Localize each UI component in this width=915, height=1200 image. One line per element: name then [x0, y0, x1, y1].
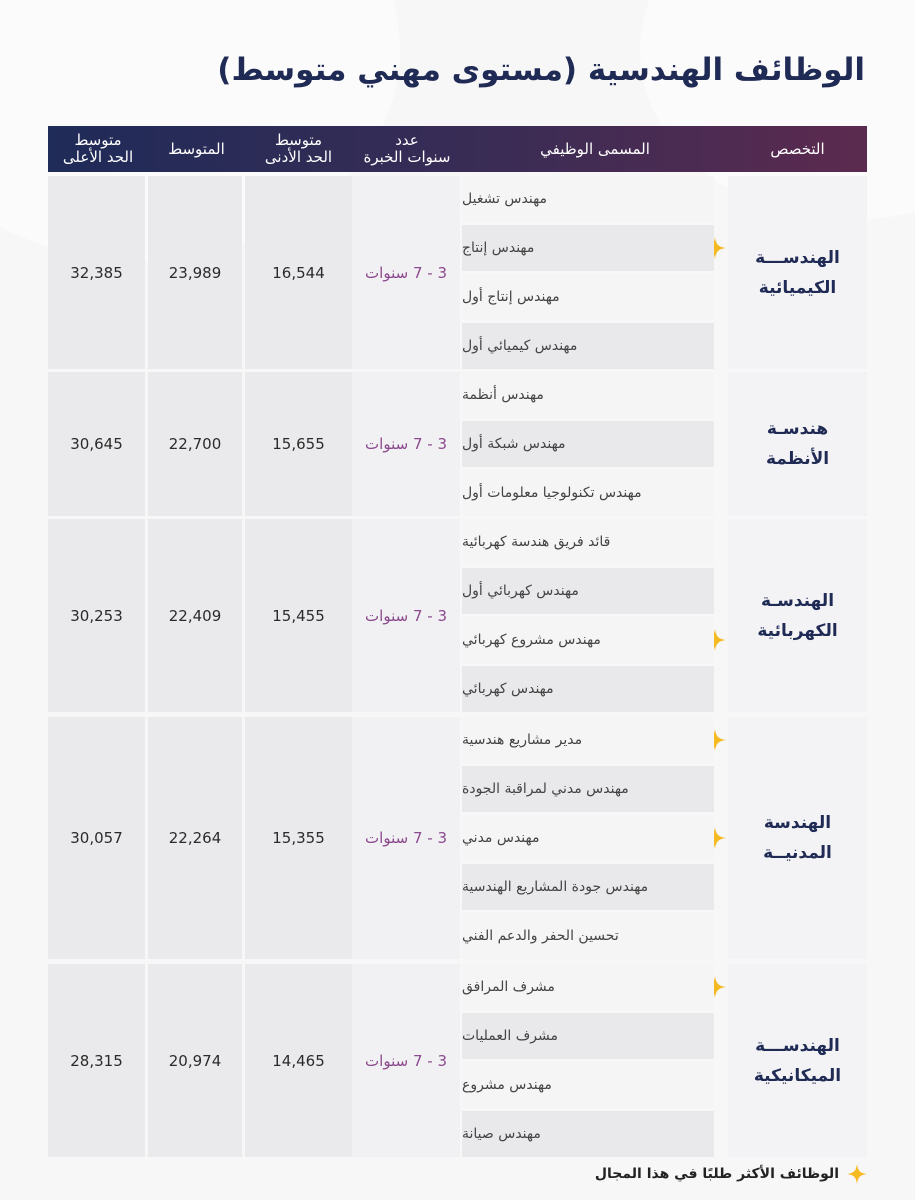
job-title: مهندس جودة المشاريع الهندسية [462, 879, 649, 895]
job-title: مهندس مشروع كهربائي [462, 632, 601, 648]
experience-cell: 3 - 7 سنوات [352, 372, 460, 516]
job-title: مهندس كيميائي أول [462, 338, 578, 354]
job-row [462, 864, 714, 910]
header-specialty: التخصص [770, 139, 825, 158]
job-row [462, 1111, 714, 1157]
min-average-cell: 16,544 [245, 176, 352, 369]
job-row [462, 470, 714, 516]
average-cell: 22,409 [148, 519, 242, 712]
table-group [48, 372, 867, 516]
job-row [462, 274, 714, 320]
job-row [462, 964, 714, 1010]
job-row [462, 225, 714, 271]
job-title: مهندس كهربائي [462, 681, 554, 697]
max-average-cell: 28,315 [48, 964, 145, 1157]
job-title: مهندس إنتاج أول [462, 289, 560, 305]
table-header [48, 126, 867, 172]
header-job-title: المسمى الوظيفي [540, 139, 650, 158]
job-title: مهندس مدني لمراقبة الجودة [462, 781, 629, 797]
max-average-cell: 32,385 [48, 176, 145, 369]
header-experience: عدد سنوات الخبرة [363, 131, 451, 166]
job-title: مشرف المرافق [462, 979, 555, 995]
job-row [462, 717, 714, 763]
experience-cell: 3 - 7 سنوات [352, 519, 460, 712]
job-title: مهندس مدني [462, 830, 540, 846]
job-list [462, 717, 714, 959]
min-average-cell: 14,465 [245, 964, 352, 1157]
job-title: مهندس أنظمة [462, 387, 544, 403]
job-title: مهندس تشغيل [462, 191, 548, 207]
job-row [462, 568, 714, 614]
specialty-cell: الهندسـة الكهربائية [728, 519, 867, 712]
job-title: قائد فريق هندسة كهربائية [462, 534, 611, 550]
job-row [462, 766, 714, 812]
job-title: مهندس صيانة [462, 1126, 541, 1142]
average-cell: 20,974 [148, 964, 242, 1157]
min-average-cell: 15,655 [245, 372, 352, 516]
job-list [462, 519, 714, 712]
job-row [462, 913, 714, 959]
job-row [462, 372, 714, 418]
job-title: مدير مشاريع هندسية [462, 732, 583, 748]
job-list [462, 176, 714, 369]
table-group [48, 717, 867, 959]
job-title: مهندس شبكة أول [462, 436, 566, 452]
job-row [462, 617, 714, 663]
job-title: مهندس مشروع [462, 1077, 552, 1093]
average-cell: 22,264 [148, 717, 242, 959]
legend-text: الوظائف الأكثر طلبًا في هذا المجال [594, 1166, 839, 1182]
job-title: مهندس إنتاج [462, 240, 535, 256]
specialty-cell: الهندســـة الكيميائية [728, 176, 867, 369]
legend [595, 1164, 867, 1184]
job-list [462, 964, 714, 1157]
job-list [462, 372, 714, 516]
job-row [462, 519, 714, 565]
job-title: تحسين الحفر والدعم الفني [462, 928, 619, 944]
specialty-cell: الهندسة المدنيــة [728, 717, 867, 959]
max-average-cell: 30,253 [48, 519, 145, 712]
specialty-cell: هندسـة الأنظمة [728, 372, 867, 516]
job-row [462, 1013, 714, 1059]
page-title: الوظائف الهندسية (مستوى مهني متوسط) [217, 52, 865, 88]
job-row [462, 815, 714, 861]
star-icon [847, 1164, 867, 1184]
experience-cell: 3 - 7 سنوات [352, 176, 460, 369]
job-row [462, 421, 714, 467]
job-row [462, 666, 714, 712]
table-group [48, 964, 867, 1157]
job-title: مشرف العمليات [462, 1028, 558, 1044]
max-average-cell: 30,645 [48, 372, 145, 516]
table-group [48, 176, 867, 369]
experience-cell: 3 - 7 سنوات [352, 964, 460, 1157]
min-average-cell: 15,455 [245, 519, 352, 712]
average-cell: 23,989 [148, 176, 242, 369]
header-average: المتوسط [168, 139, 225, 158]
job-row [462, 323, 714, 369]
job-title: مهندس كهربائي أول [462, 583, 579, 599]
specialty-cell: الهندســـة الميكانيكية [728, 964, 867, 1157]
experience-cell: 3 - 7 سنوات [352, 717, 460, 959]
average-cell: 22,700 [148, 372, 242, 516]
header-max-average: متوسط الحد الأعلى [62, 131, 134, 166]
header-min-average: متوسط الحد الأدنى [264, 131, 333, 166]
job-title: مهندس تكنولوجيا معلومات أول [462, 485, 642, 501]
job-row [462, 176, 714, 222]
job-row [462, 1062, 714, 1108]
table-group [48, 519, 867, 712]
min-average-cell: 15,355 [245, 717, 352, 959]
max-average-cell: 30,057 [48, 717, 145, 959]
